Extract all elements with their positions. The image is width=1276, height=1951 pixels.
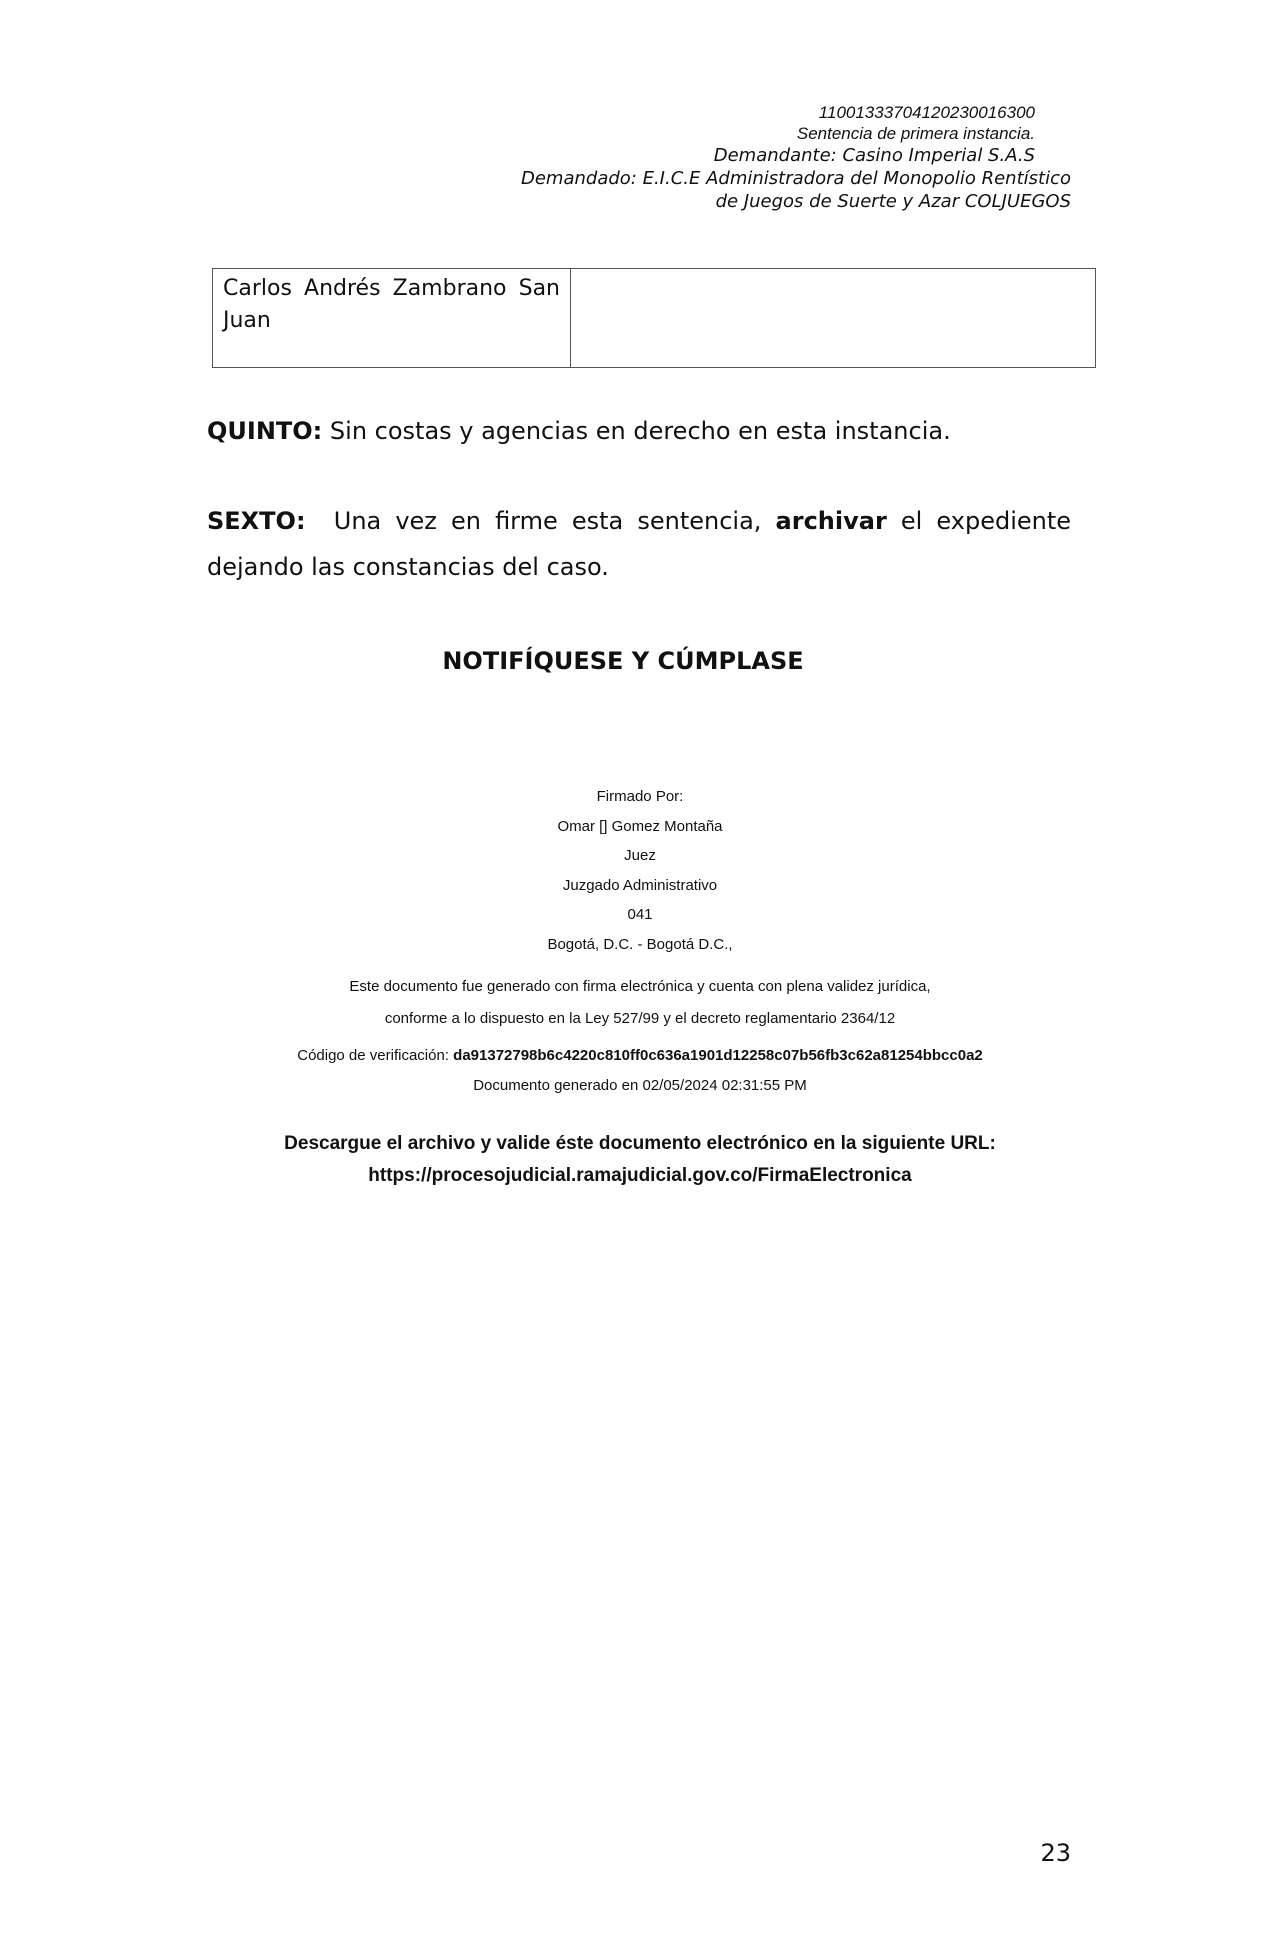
download-text: Descargue el archivo y valide éste documento electrónico en la siguiente URL: xyxy=(284,1133,996,1154)
document-header xyxy=(371,102,1071,213)
quinto-label: QUINTO: xyxy=(207,417,323,445)
defendant-line-2: de Juegos de Suerte y Azar COLJUEGOS xyxy=(715,191,1071,212)
signature-block xyxy=(0,782,1276,959)
signer-court: Juzgado Administrativo xyxy=(562,876,718,894)
signed-by-label: Firmado Por: xyxy=(596,788,684,805)
legal-line-2: conforme a lo dispuesto en la Ley 527/99 y el decreto reglamentario 2364/12 xyxy=(384,1010,896,1027)
resolution-sexto xyxy=(207,498,1071,590)
verification-code: da91372798b6c4220c810ff0c636a1901d12258c07b56fb3c62a81254bbcc0a2 xyxy=(453,1047,983,1064)
signer-name: Omar [] Gomez Montaña xyxy=(557,817,723,835)
plaintiff: Demandante: Casino Imperial S.A.S xyxy=(713,145,1035,166)
sexto-label: SEXTO: xyxy=(207,507,306,535)
download-url[interactable]: https://procesojudicial.ramajudicial.gov.co/FirmaElectronica xyxy=(368,1165,912,1186)
verification-label: Código de verificación: xyxy=(297,1047,454,1064)
signer-city: Bogotá, D.C. - Bogotá D.C., xyxy=(547,935,733,953)
sexto-text-1: Una vez en firme esta sentencia, xyxy=(305,507,776,535)
verification-line xyxy=(0,1041,1276,1071)
verification xyxy=(0,1041,1276,1101)
signer-court-number: 041 xyxy=(627,906,653,923)
document-type: Sentencia de primera instancia. xyxy=(796,124,1035,143)
sexto-archivar: archivar xyxy=(775,507,887,535)
generated-timestamp: Documento generado en 02/05/2024 02:31:55 PM xyxy=(473,1077,807,1094)
defendant-line-1: Demandado: E.I.C.E Administradora del Monopolio Rentístico xyxy=(521,168,1071,189)
case-number: 11001333704120230016300 xyxy=(818,103,1035,122)
quinto-text: Sin costas y agencias en derecho en esta instancia. xyxy=(322,417,951,445)
table-cell-name: Carlos Andrés Zambrano San Juan xyxy=(213,269,571,368)
closing-statement: NOTIFÍQUESE Y CÚMPLASE xyxy=(442,647,804,675)
resolution-quinto xyxy=(207,408,1071,454)
download-notice xyxy=(0,1128,1276,1192)
table-row xyxy=(213,269,1096,368)
parties-table xyxy=(212,268,1096,368)
sexto-text-2: el expediente dejando las constancias del caso. xyxy=(207,507,1072,581)
legal-line-1: Este documento fue generado con firma electrónica y cuenta con plena validez jurídica, xyxy=(349,978,931,995)
legal-notice xyxy=(0,971,1276,1035)
page-number: 23 xyxy=(1040,1839,1071,1867)
table-cell-empty xyxy=(571,269,1096,368)
signer-role: Juez xyxy=(624,847,656,864)
